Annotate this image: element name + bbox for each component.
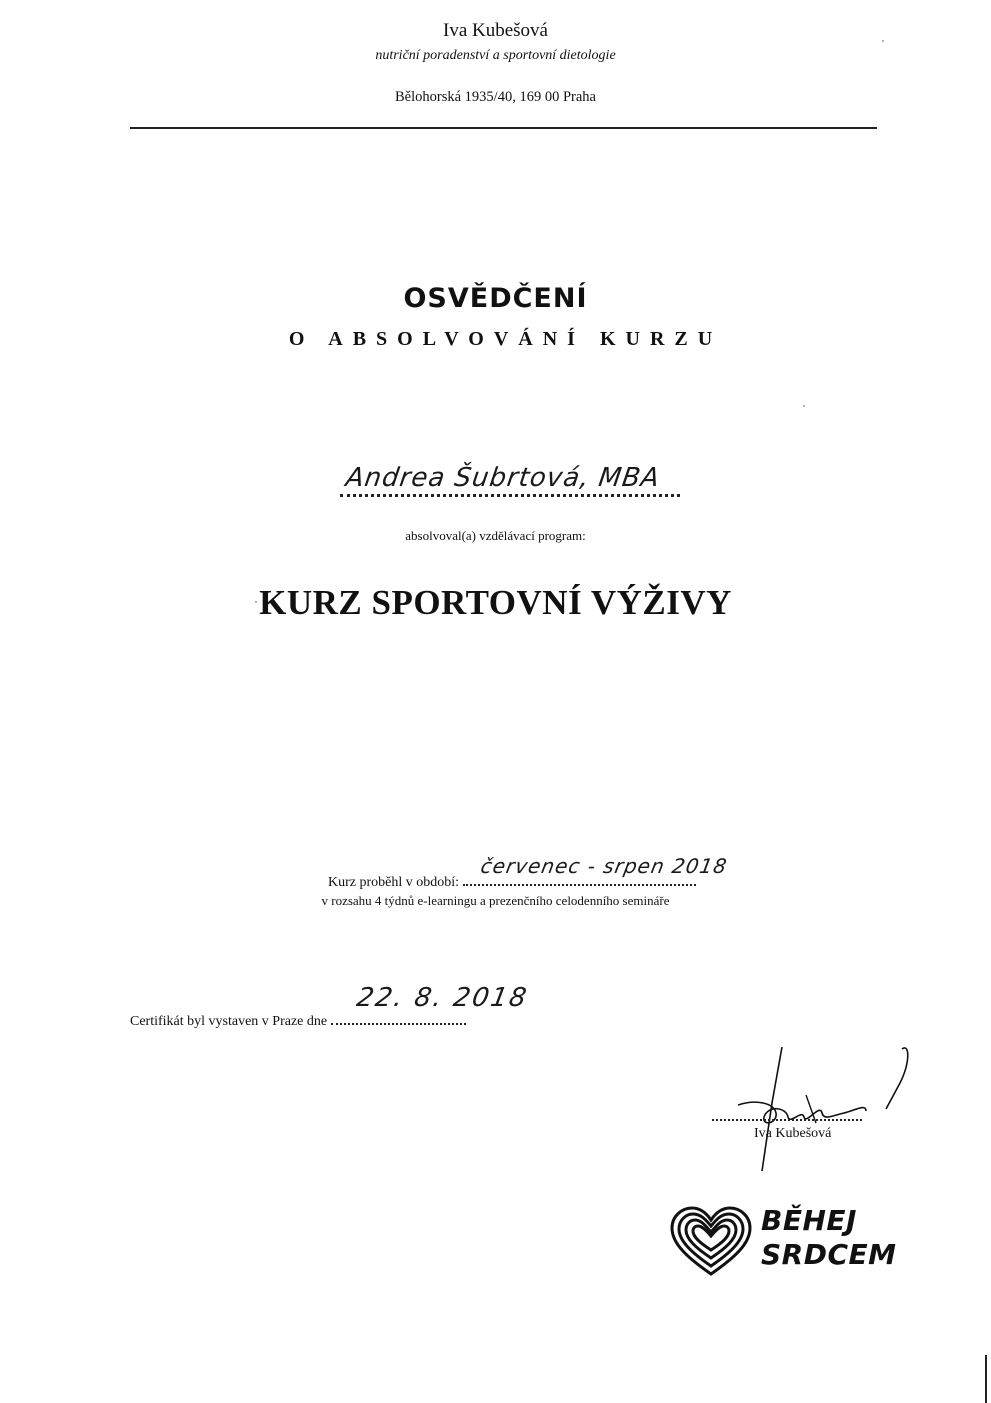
- header-divider: [130, 127, 877, 129]
- certificate-subtitle: O ABSOLVOVÁNÍ KURZU: [288, 328, 723, 350]
- completed-label: absolvoval(a) vzdělávací program:: [405, 528, 586, 543]
- issuer-subtitle: nutriční poradenství a sportovní dietologie: [375, 48, 616, 63]
- recipient-dotted-line: [340, 494, 680, 497]
- issued-row: [130, 983, 531, 1030]
- period-row: [328, 854, 729, 891]
- scan-speck: [255, 601, 257, 603]
- period-value: červenec - srpen 2018: [478, 854, 729, 878]
- period-dotted-line: [463, 854, 729, 886]
- recipient-name: Andrea Šubrtová, MBA: [343, 463, 662, 493]
- period-label: Kurz proběhl v období:: [328, 875, 460, 890]
- issued-dotted-line: [331, 983, 531, 1025]
- heart-icon: [668, 1204, 754, 1280]
- signature-dotted-line: [712, 1119, 862, 1121]
- logo-line2: SRDCEM: [761, 1238, 897, 1271]
- scan-speck: [882, 40, 884, 42]
- issued-label: Certifikát byl vystaven v Praze dne: [130, 1014, 328, 1029]
- behej-srdcem-logo: [668, 1204, 897, 1284]
- certificate-title: OSVĚDČENÍ: [403, 283, 588, 314]
- handwritten-signature: [716, 1043, 916, 1173]
- scan-edge-mark: [985, 1355, 987, 1403]
- issued-date: 22. 8. 2018: [353, 983, 531, 1013]
- signatory-name: Iva Kubešová: [754, 1126, 832, 1141]
- course-scope: v rozsahu 4 týdnů e-learningu a prezenčního celodenního semináře: [321, 893, 670, 908]
- issuer-name: Iva Kubešová: [443, 20, 548, 41]
- scan-speck: [803, 405, 805, 407]
- course-name: KURZ SPORTOVNÍ VÝŽIVY: [259, 583, 732, 622]
- issuer-address: Bělohorská 1935/40, 169 00 Praha: [395, 89, 596, 105]
- logo-line1: BĚHEJ: [761, 1204, 857, 1237]
